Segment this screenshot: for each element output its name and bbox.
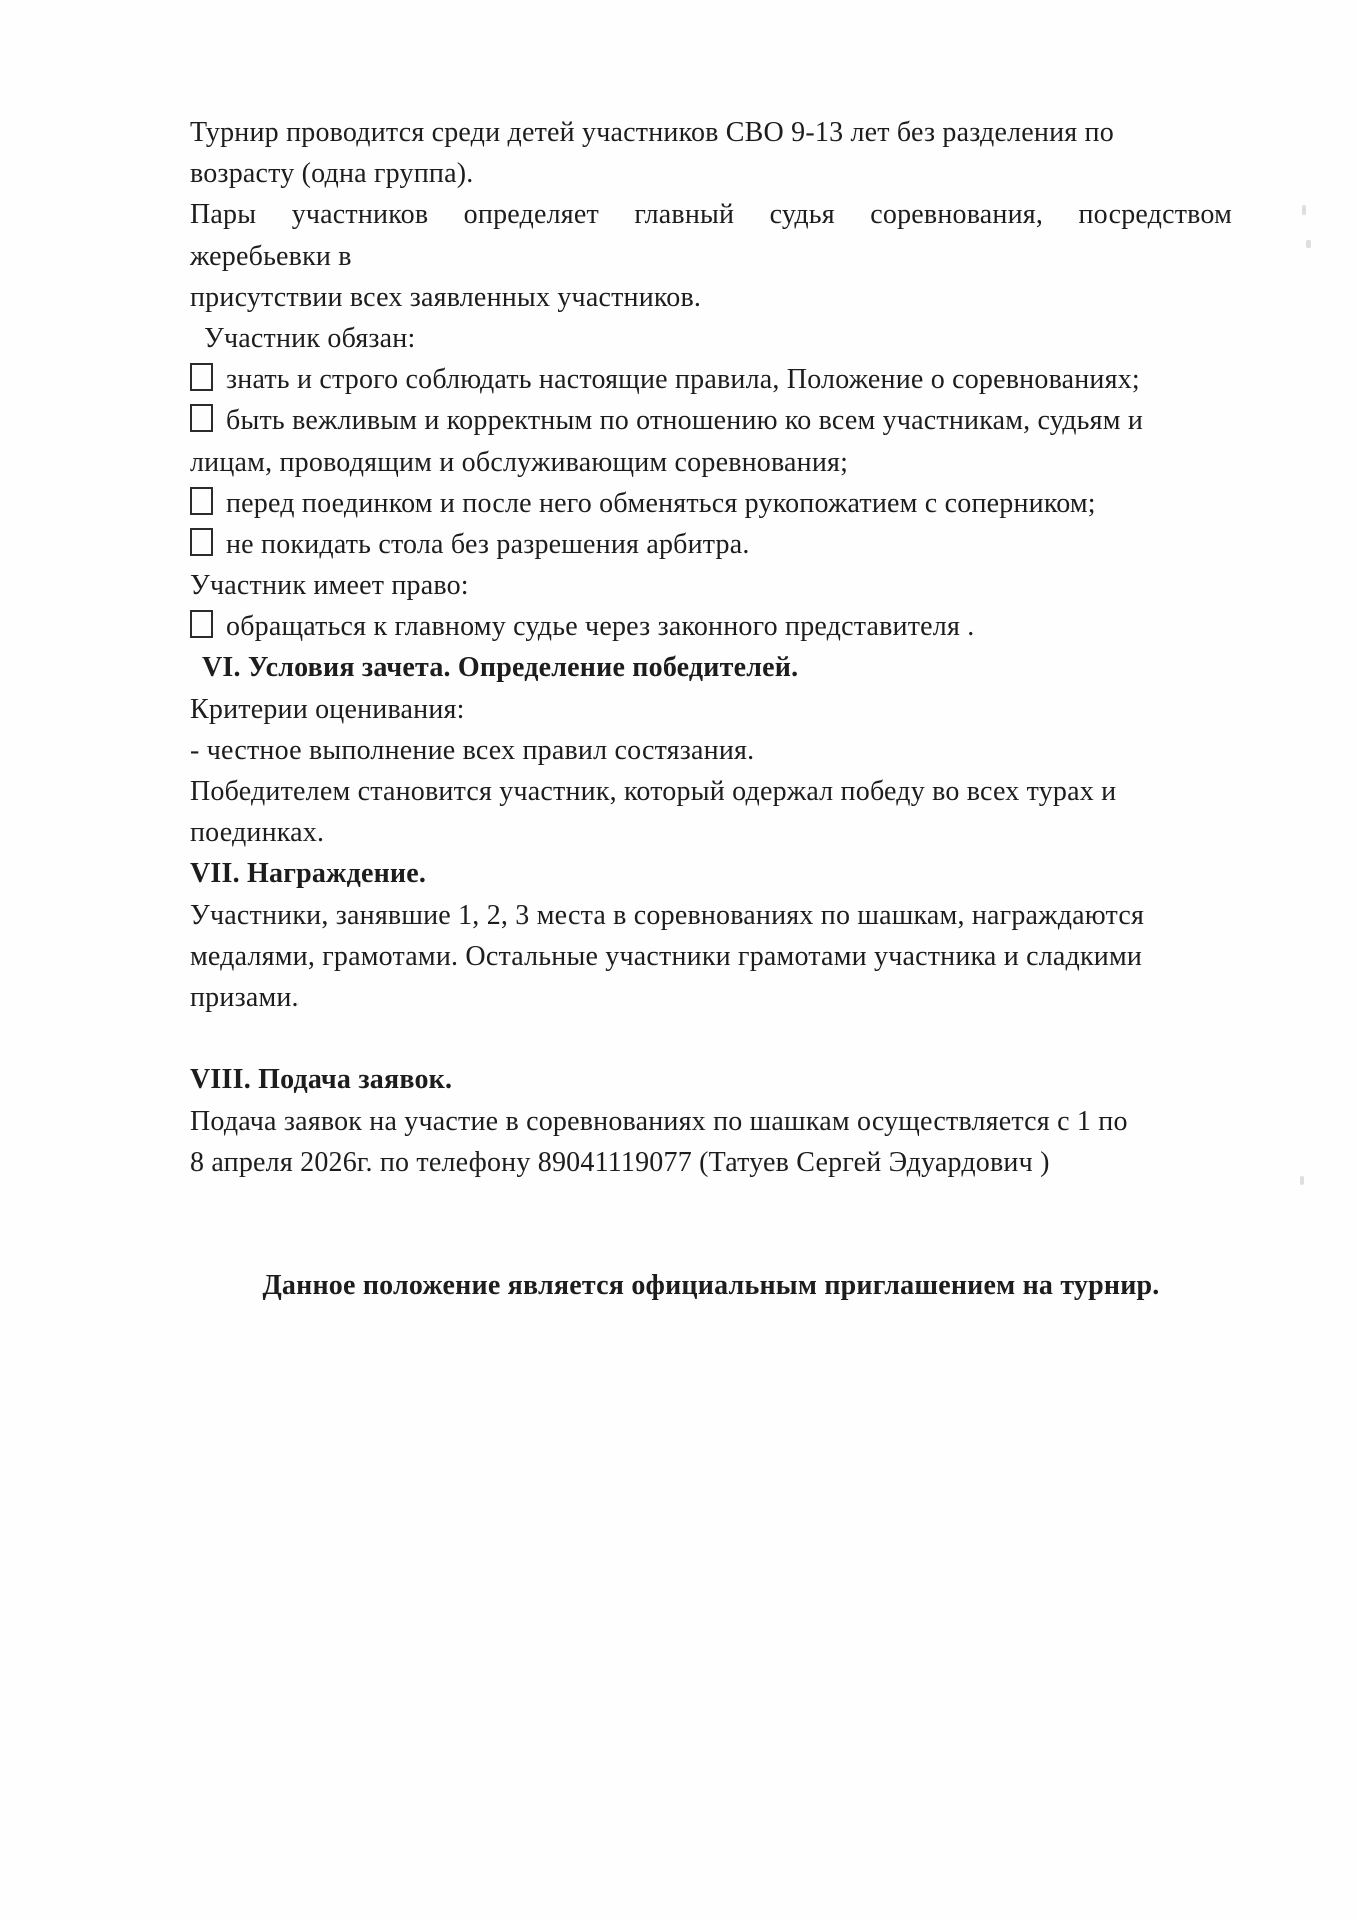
line-text: жеребьевки в xyxy=(190,240,352,272)
text-line xyxy=(190,1142,1232,1183)
document-content xyxy=(190,112,1232,1306)
line-text: Участник обязан: xyxy=(204,322,416,354)
text-line xyxy=(190,689,1232,730)
checkbox-bullet-icon xyxy=(190,610,213,638)
text-line xyxy=(190,977,1232,1018)
line-text: Данное положение является официальным приглашением на турнир. xyxy=(262,1270,1160,1302)
line-text: знать и строго соблюдать настоящие правила, Положение о соревнованиях; xyxy=(226,364,1140,396)
text-line xyxy=(190,400,1232,441)
checkbox-bullet-icon xyxy=(190,404,213,432)
line-text: поединках. xyxy=(190,817,325,849)
line-text: Победителем становится участник, который одержал победу во всех турах и xyxy=(190,776,1117,807)
text-line xyxy=(190,194,1232,235)
scan-artifact xyxy=(296,1002,299,1006)
text-line xyxy=(190,771,1232,812)
line-text: Пары участников определяет главный судья соревнования, посредством xyxy=(190,199,1232,231)
text-line xyxy=(190,112,1232,153)
line-text: - честное выполнение всех правил состязания. xyxy=(190,734,755,766)
line-text: VII. Награждение. xyxy=(190,858,427,890)
text-line xyxy=(190,442,1232,483)
text-line xyxy=(190,359,1232,400)
text-line xyxy=(190,606,1232,647)
line-text: обращаться к главному судье через законного представителя . xyxy=(226,611,975,643)
scan-artifact xyxy=(1306,240,1311,248)
checkbox-bullet-icon xyxy=(190,363,213,391)
line-text: возрасту (одна группа). xyxy=(190,158,474,190)
line-text: не покидать стола без разрешения арбитра. xyxy=(226,528,750,560)
checkbox-bullet-icon xyxy=(190,528,213,556)
text-line xyxy=(190,277,1232,318)
text-line xyxy=(190,483,1232,524)
line-text: призами. xyxy=(190,981,299,1013)
blank-line xyxy=(190,1018,1232,1059)
text-line xyxy=(190,730,1232,771)
line-text: Участники, занявшие 1, 2, 3 места в соревнованиях по шашкам, награждаются xyxy=(190,899,1145,931)
line-text: Критерии оценивания: xyxy=(190,693,465,725)
text-line xyxy=(190,1101,1232,1142)
line-text: Участник имеет право: xyxy=(190,570,469,602)
line-text: лицам, проводящим и обслуживающим соревнования; xyxy=(190,446,849,478)
heading-line xyxy=(190,1059,1232,1100)
scan-artifact xyxy=(1302,205,1306,215)
text-line xyxy=(190,936,1232,977)
heading-line xyxy=(190,853,1232,894)
line-text: Подача заявок на участие в соревнованиях по шашкам осуществляется с 1 по xyxy=(190,1105,1128,1137)
text-line xyxy=(190,895,1232,936)
text-line xyxy=(190,812,1232,853)
scan-artifact xyxy=(1300,1176,1304,1185)
heading-line xyxy=(190,647,1232,688)
line-text: VI. Условия зачета. Определение победителей. xyxy=(202,652,799,684)
text-line xyxy=(190,236,1232,277)
text-line xyxy=(190,565,1232,606)
heading-line xyxy=(190,1265,1232,1306)
checkbox-bullet-icon xyxy=(190,487,213,515)
line-text: быть вежливым и корректным по отношению ко всем участникам, судьям и xyxy=(226,405,1144,437)
line-text: перед поединком и после него обменяться рукопожатием с соперником; xyxy=(226,487,1096,519)
text-line xyxy=(190,153,1232,194)
blank-line xyxy=(190,1224,1232,1265)
text-line xyxy=(190,524,1232,565)
line-text: медалями, грамотами. Остальные участники грамотами участника и сладкими xyxy=(190,940,1143,972)
line-text: VIII. Подача заявок. xyxy=(190,1064,453,1096)
line-text: 8 апреля 2026г. по телефону 89041119077 (Татуев Сергей Эдуардович ) xyxy=(190,1146,1050,1178)
blank-line xyxy=(190,1183,1232,1224)
text-line xyxy=(190,318,1232,359)
line-text: Турнир проводится среди детей участников СВО 9-13 лет без разделения по xyxy=(190,117,1114,148)
line-text: присутствии всех заявленных участников. xyxy=(190,281,702,313)
